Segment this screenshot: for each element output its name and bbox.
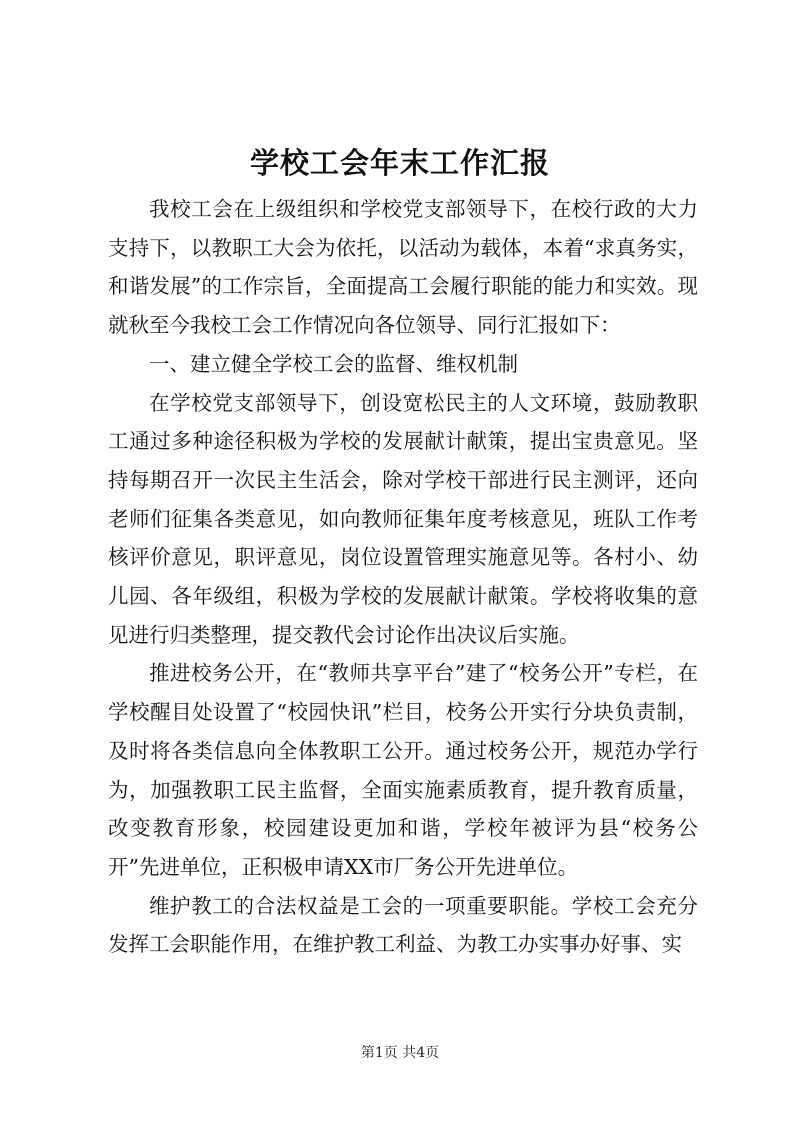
document-title: 学校工会年末工作汇报 [249, 146, 550, 180]
page-footer: 第1页 共4页 [360, 1045, 440, 1061]
document-body [108, 190, 698, 964]
body-paragraph: 维护教工的合法权益是工会的一项重要职能。学校工会充分发挥工会职能作用，在维护教工利益、为教工办实事办好事、实 [108, 893, 698, 957]
section-heading-1: 一、建立健全学校工会的监督、维权机制 [149, 351, 518, 376]
body-paragraph: 推进校务公开，在“教师共享平台”建了“校务公开”专栏，在学校醒目处设置了“校园快讯”栏目，校务公开实行分块负责制，及时将各类信息向全体教职工公开。通过校务公开，规范办学行为，加强教职工民主监督，全面实施素质教育，提升教育质量，改变教育形象，校园建设更加和谐，学校年被评为县“校务公开”先进单位，正积极申请XX市厂务公开先进单位。 [108, 661, 698, 879]
intro-paragraph: 我校工会在上级组织和学校党支部领导下，在校行政的大力支持下，以教职工大会为依托，以活动为载体，本着“求真务实，和谐发展”的工作宗旨，全面提高工会履行职能的能力和实效。现就秋至今我校工会工作情况向各位领导、同行汇报如下： [108, 197, 698, 338]
body-paragraph: 在学校党支部领导下，创设宽松民主的人文环境，鼓励教职工通过多种途径积极为学校的发展献计献策，提出宝贵意见。坚持每期召开一次民主生活会，除对学校干部进行民主测评，还向老师们征集各类意见，如向教师征集年度考核意见，班队工作考核评价意见，职评意见，岗位设置管理实施意见等。各村小、幼儿园、各年级组，积极为学校的发展献计献策。学校将收集的意见进行归类整理，提交教代会讨论作出决议后实施。 [108, 390, 698, 647]
